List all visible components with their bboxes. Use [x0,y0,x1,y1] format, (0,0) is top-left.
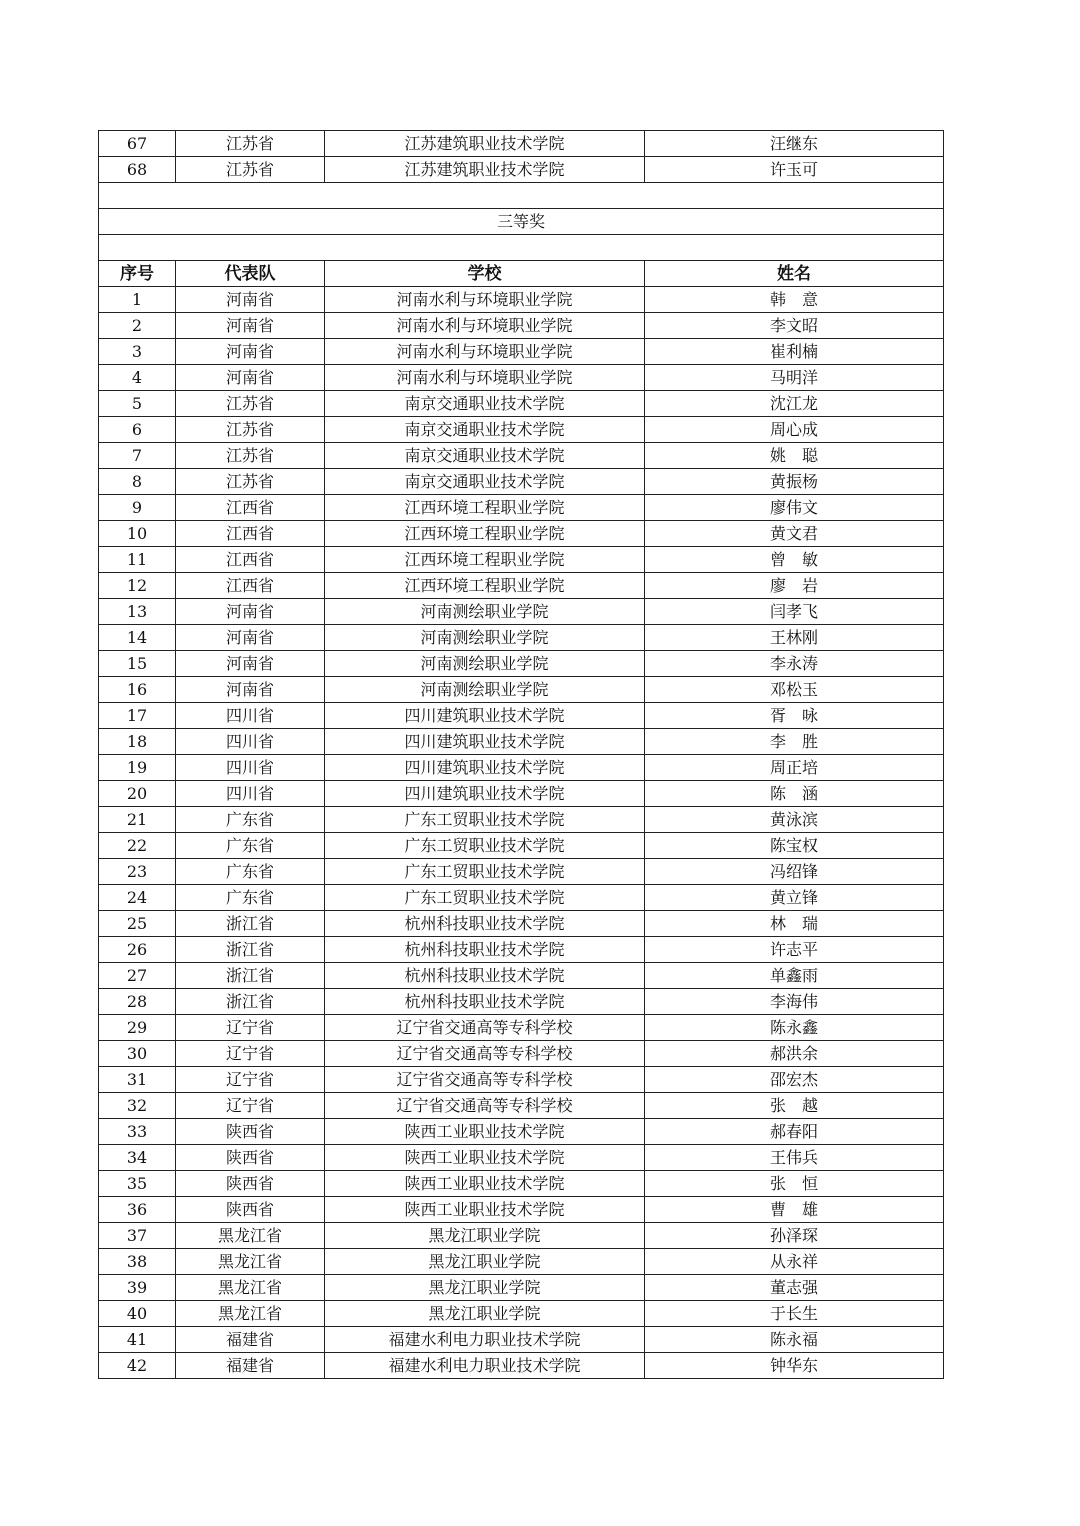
cell-seq: 21 [99,807,176,833]
cell-name: 许志平 [645,937,944,963]
table-row [99,1093,944,1119]
cell-seq: 42 [99,1353,176,1379]
cell-team: 四川省 [176,703,325,729]
cell-school: 四川建筑职业技术学院 [325,703,645,729]
cell-name: 黄立锋 [645,885,944,911]
table-row [99,443,944,469]
cell-school: 黑龙江职业学院 [325,1249,645,1275]
cell-name: 李海伟 [645,989,944,1015]
cell-seq: 24 [99,885,176,911]
cell-seq: 12 [99,573,176,599]
cell-team: 江西省 [176,495,325,521]
cell-seq: 11 [99,547,176,573]
table-row [99,1353,944,1379]
section-title: 三等奖 [99,209,944,235]
cell-team: 陕西省 [176,1119,325,1145]
cell-name: 邓松玉 [645,677,944,703]
cell-school: 广东工贸职业技术学院 [325,807,645,833]
cell-name: 王林刚 [645,625,944,651]
cell-name: 陈宝权 [645,833,944,859]
table-row [99,1067,944,1093]
cell-school: 陕西工业职业技术学院 [325,1119,645,1145]
cell-seq: 8 [99,469,176,495]
table-row [99,1301,944,1327]
table-row [99,729,944,755]
cell-school: 河南水利与环境职业学院 [325,313,645,339]
cell-name: 姚 聪 [645,443,944,469]
cell-seq: 23 [99,859,176,885]
cell-name: 于长生 [645,1301,944,1327]
cell-name: 韩 意 [645,287,944,313]
header-seq: 序号 [99,261,176,287]
cell-team: 陕西省 [176,1171,325,1197]
table-body [99,131,944,1379]
cell-team: 江苏省 [176,131,325,157]
cell-team: 四川省 [176,781,325,807]
spacer-cell [99,235,944,261]
cell-name: 董志强 [645,1275,944,1301]
cell-seq: 1 [99,287,176,313]
cell-team: 河南省 [176,365,325,391]
cell-school: 黑龙江职业学院 [325,1275,645,1301]
cell-seq: 26 [99,937,176,963]
cell-team: 广东省 [176,859,325,885]
cell-school: 福建水利电力职业技术学院 [325,1353,645,1379]
cell-seq: 5 [99,391,176,417]
table-row [99,1197,944,1223]
table-row [99,651,944,677]
cell-name: 沈江龙 [645,391,944,417]
table-row [99,1275,944,1301]
cell-seq: 68 [99,157,176,183]
cell-team: 江苏省 [176,417,325,443]
cell-school: 杭州科技职业技术学院 [325,963,645,989]
cell-seq: 36 [99,1197,176,1223]
header-row [99,261,944,287]
cell-team: 广东省 [176,885,325,911]
cell-school: 辽宁省交通高等专科学校 [325,1015,645,1041]
cell-name: 廖 岩 [645,573,944,599]
cell-school: 黑龙江职业学院 [325,1223,645,1249]
cell-team: 河南省 [176,677,325,703]
section-title-row [99,209,944,235]
cell-team: 河南省 [176,313,325,339]
cell-team: 黑龙江省 [176,1275,325,1301]
cell-name: 钟华东 [645,1353,944,1379]
cell-seq: 33 [99,1119,176,1145]
table-row [99,1015,944,1041]
cell-name: 冯绍锋 [645,859,944,885]
cell-name: 马明洋 [645,365,944,391]
cell-school: 广东工贸职业技术学院 [325,833,645,859]
cell-name: 周心成 [645,417,944,443]
cell-school: 黑龙江职业学院 [325,1301,645,1327]
cell-team: 江西省 [176,573,325,599]
cell-school: 辽宁省交通高等专科学校 [325,1093,645,1119]
cell-name: 廖伟文 [645,495,944,521]
cell-seq: 18 [99,729,176,755]
cell-name: 陈 涵 [645,781,944,807]
cell-team: 江苏省 [176,443,325,469]
cell-school: 江西环境工程职业学院 [325,573,645,599]
cell-name: 许玉可 [645,157,944,183]
cell-seq: 40 [99,1301,176,1327]
cell-team: 辽宁省 [176,1015,325,1041]
cell-school: 江苏建筑职业技术学院 [325,157,645,183]
table-row [99,1223,944,1249]
table-row [99,781,944,807]
header-name: 姓名 [645,261,944,287]
cell-school: 四川建筑职业技术学院 [325,729,645,755]
cell-school: 河南水利与环境职业学院 [325,365,645,391]
cell-team: 浙江省 [176,937,325,963]
cell-name: 郝春阳 [645,1119,944,1145]
cell-name: 单鑫雨 [645,963,944,989]
table-row [99,989,944,1015]
cell-team: 江西省 [176,521,325,547]
cell-seq: 39 [99,1275,176,1301]
cell-school: 辽宁省交通高等专科学校 [325,1067,645,1093]
cell-name: 张 越 [645,1093,944,1119]
cell-name: 黄泳滨 [645,807,944,833]
cell-school: 河南测绘职业学院 [325,651,645,677]
cell-name: 李文昭 [645,313,944,339]
table-row [99,807,944,833]
cell-school: 河南测绘职业学院 [325,625,645,651]
table-row [99,157,944,183]
cell-name: 黄振杨 [645,469,944,495]
cell-school: 杭州科技职业技术学院 [325,911,645,937]
cell-name: 曾 敏 [645,547,944,573]
table-row [99,495,944,521]
cell-seq: 27 [99,963,176,989]
cell-name: 汪继东 [645,131,944,157]
cell-team: 四川省 [176,729,325,755]
cell-name: 胥 咏 [645,703,944,729]
cell-team: 黑龙江省 [176,1301,325,1327]
cell-team: 江苏省 [176,469,325,495]
cell-school: 广东工贸职业技术学院 [325,859,645,885]
cell-name: 崔利楠 [645,339,944,365]
cell-school: 陕西工业职业技术学院 [325,1145,645,1171]
cell-name: 郝洪余 [645,1041,944,1067]
cell-seq: 4 [99,365,176,391]
cell-seq: 20 [99,781,176,807]
cell-seq: 28 [99,989,176,1015]
cell-name: 张 恒 [645,1171,944,1197]
table-row [99,287,944,313]
table-row [99,703,944,729]
cell-school: 河南水利与环境职业学院 [325,339,645,365]
cell-seq: 15 [99,651,176,677]
cell-seq: 30 [99,1041,176,1067]
cell-team: 黑龙江省 [176,1249,325,1275]
table-row [99,469,944,495]
cell-team: 福建省 [176,1353,325,1379]
table-row [99,521,944,547]
cell-name: 陈永福 [645,1327,944,1353]
cell-team: 河南省 [176,651,325,677]
cell-seq: 17 [99,703,176,729]
cell-name: 周正培 [645,755,944,781]
table-row [99,1249,944,1275]
cell-seq: 14 [99,625,176,651]
cell-seq: 3 [99,339,176,365]
cell-name: 从永祥 [645,1249,944,1275]
table-row [99,573,944,599]
table-row [99,1119,944,1145]
cell-seq: 31 [99,1067,176,1093]
cell-name: 林 瑞 [645,911,944,937]
cell-team: 河南省 [176,339,325,365]
cell-team: 广东省 [176,807,325,833]
cell-name: 闫孝飞 [645,599,944,625]
cell-name: 王伟兵 [645,1145,944,1171]
cell-team: 江苏省 [176,391,325,417]
cell-school: 南京交通职业技术学院 [325,391,645,417]
spacer-cell [99,183,944,209]
cell-team: 广东省 [176,833,325,859]
cell-team: 河南省 [176,625,325,651]
cell-school: 四川建筑职业技术学院 [325,781,645,807]
cell-school: 四川建筑职业技术学院 [325,755,645,781]
cell-seq: 67 [99,131,176,157]
table-row [99,755,944,781]
cell-name: 李永涛 [645,651,944,677]
cell-name: 李 胜 [645,729,944,755]
cell-team: 河南省 [176,599,325,625]
table-row [99,833,944,859]
cell-team: 辽宁省 [176,1067,325,1093]
table-row [99,1145,944,1171]
cell-team: 黑龙江省 [176,1223,325,1249]
table-row [99,599,944,625]
cell-school: 江西环境工程职业学院 [325,521,645,547]
cell-team: 江西省 [176,547,325,573]
cell-school: 陕西工业职业技术学院 [325,1197,645,1223]
cell-school: 河南测绘职业学院 [325,677,645,703]
award-table [98,130,944,1379]
cell-name: 黄文君 [645,521,944,547]
cell-seq: 29 [99,1015,176,1041]
cell-school: 河南测绘职业学院 [325,599,645,625]
cell-team: 浙江省 [176,911,325,937]
cell-team: 四川省 [176,755,325,781]
cell-school: 陕西工业职业技术学院 [325,1171,645,1197]
cell-seq: 35 [99,1171,176,1197]
cell-seq: 25 [99,911,176,937]
cell-seq: 13 [99,599,176,625]
cell-school: 杭州科技职业技术学院 [325,989,645,1015]
cell-seq: 37 [99,1223,176,1249]
cell-team: 辽宁省 [176,1093,325,1119]
table-row [99,339,944,365]
cell-name: 曹 雄 [645,1197,944,1223]
table-row [99,313,944,339]
table-row [99,937,944,963]
cell-seq: 41 [99,1327,176,1353]
cell-school: 江苏建筑职业技术学院 [325,131,645,157]
cell-school: 广东工贸职业技术学院 [325,885,645,911]
cell-school: 河南水利与环境职业学院 [325,287,645,313]
header-team: 代表队 [176,261,325,287]
cell-seq: 6 [99,417,176,443]
cell-seq: 38 [99,1249,176,1275]
table-row [99,417,944,443]
table-row [99,131,944,157]
cell-name: 邵宏杰 [645,1067,944,1093]
cell-school: 南京交通职业技术学院 [325,469,645,495]
table-row [99,391,944,417]
cell-school: 辽宁省交通高等专科学校 [325,1041,645,1067]
table-row [99,885,944,911]
cell-team: 江苏省 [176,157,325,183]
cell-team: 陕西省 [176,1145,325,1171]
table-row [99,963,944,989]
section-spacer-row [99,183,944,209]
table-row [99,1327,944,1353]
table-row [99,365,944,391]
cell-team: 陕西省 [176,1197,325,1223]
cell-name: 陈永鑫 [645,1015,944,1041]
cell-school: 江西环境工程职业学院 [325,547,645,573]
table-row [99,911,944,937]
cell-school: 福建水利电力职业技术学院 [325,1327,645,1353]
cell-seq: 16 [99,677,176,703]
cell-school: 南京交通职业技术学院 [325,417,645,443]
table-row [99,1041,944,1067]
cell-school: 杭州科技职业技术学院 [325,937,645,963]
header-school: 学校 [325,261,645,287]
cell-team: 福建省 [176,1327,325,1353]
table-row [99,1171,944,1197]
table-row [99,677,944,703]
cell-team: 浙江省 [176,963,325,989]
cell-seq: 9 [99,495,176,521]
section-spacer-row [99,235,944,261]
cell-seq: 22 [99,833,176,859]
cell-seq: 19 [99,755,176,781]
cell-school: 南京交通职业技术学院 [325,443,645,469]
table-row [99,547,944,573]
cell-team: 辽宁省 [176,1041,325,1067]
table-row [99,859,944,885]
table-row [99,625,944,651]
cell-school: 江西环境工程职业学院 [325,495,645,521]
cell-seq: 10 [99,521,176,547]
cell-seq: 7 [99,443,176,469]
cell-name: 孙泽琛 [645,1223,944,1249]
cell-seq: 32 [99,1093,176,1119]
cell-seq: 34 [99,1145,176,1171]
cell-team: 河南省 [176,287,325,313]
cell-team: 浙江省 [176,989,325,1015]
cell-seq: 2 [99,313,176,339]
